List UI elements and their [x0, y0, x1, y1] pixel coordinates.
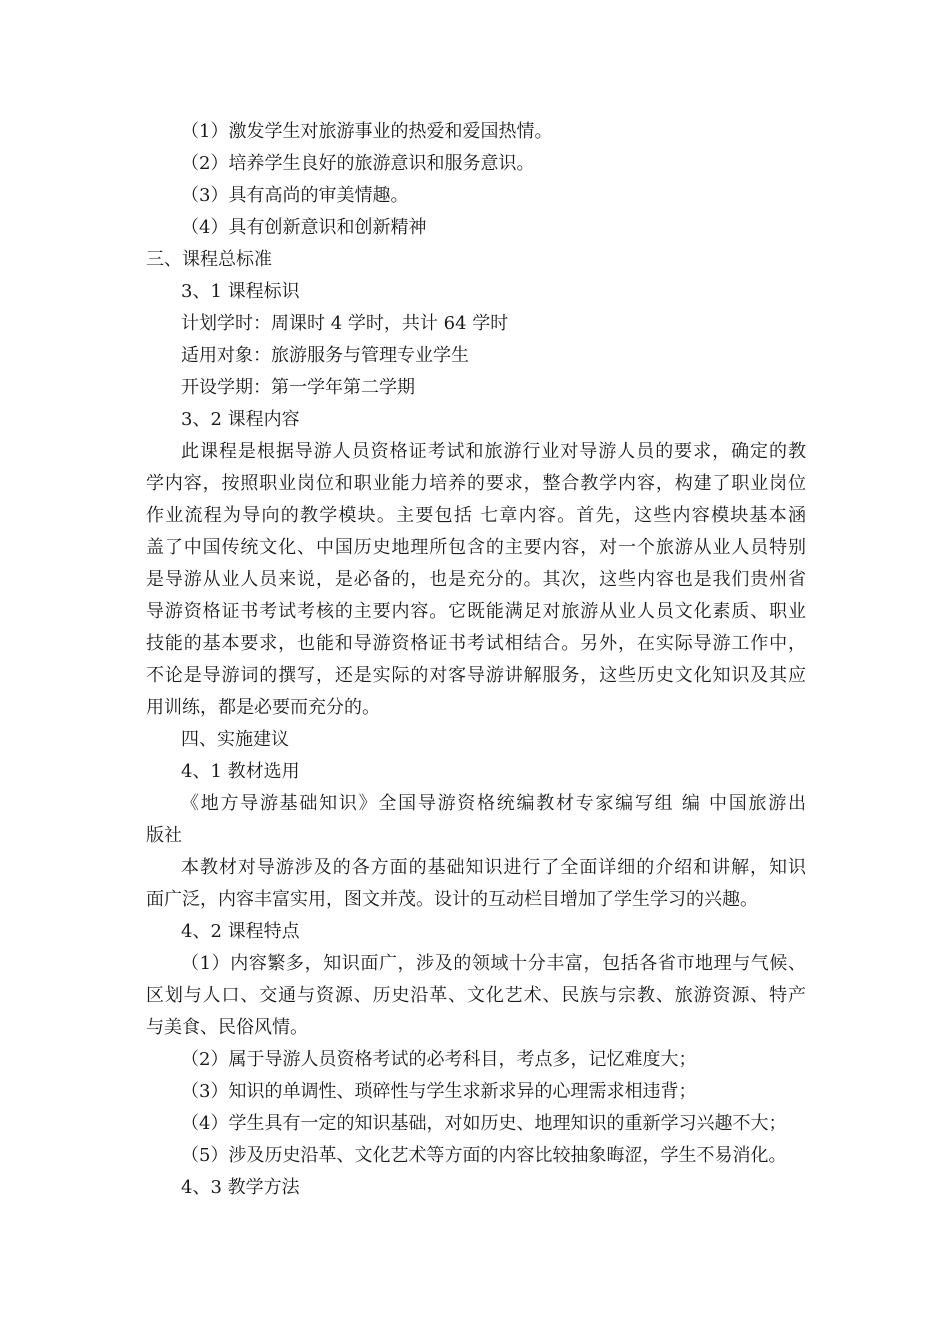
- textbook-citation-line: 《地方导游基础知识》全国导游资格统编教材专家编写组 编 中国旅游出: [181, 793, 806, 814]
- course-content-paragraph-line: 盖了中国传统文化、中国历史地理所包含的主要内容，对一个旅游从业人员特别: [146, 537, 806, 558]
- course-content-paragraph-line: 不论是导游词的撰写，还是实际的对客导游讲解服务，这些历史文化知识及其应: [146, 665, 806, 686]
- objective-item-1: （1）激发学生对旅游事业的热爱和爱国热情。: [181, 121, 553, 142]
- target-students-line: 适用对象：旅游服务与管理专业学生: [181, 345, 469, 366]
- feature-item-1-line: 区划与人口、交通与资源、历史沿革、文化艺术、民族与宗教、旅游资源、特产: [146, 985, 806, 1006]
- textbook-description-line: 本教材对导游涉及的各方面的基础知识进行了全面详细的介绍和讲解，知识: [181, 857, 806, 878]
- feature-item-2: （2）属于导游人员资格考试的必考科目，考点多，记忆难度大；: [181, 1049, 697, 1070]
- section-heading-4: 四、实施建议: [181, 729, 289, 750]
- subsection-heading-3-1: 3、1 课程标识: [181, 281, 300, 302]
- subsection-heading-4-3: 4、3 教学方法: [181, 1177, 300, 1198]
- feature-item-5: （5）涉及历史沿革、文化艺术等方面的内容比较抽象晦涩，学生不易消化。: [181, 1145, 787, 1166]
- feature-item-3: （3）知识的单调性、琐碎性与学生求新求异的心理需求相违背；: [181, 1081, 697, 1102]
- subsection-heading-4-1: 4、1 教材选用: [181, 761, 300, 782]
- semester-line: 开设学期：第一学年第二学期: [181, 377, 415, 398]
- course-content-paragraph-line: 技能的基本要求，也能和导游资格证书考试相结合。另外，在实际导游工作中，: [146, 633, 806, 654]
- subsection-heading-3-2: 3、2 课程内容: [181, 409, 300, 430]
- feature-item-4: （4）学生具有一定的知识基础，对如历史、地理知识的重新学习兴趣不大；: [181, 1113, 787, 1134]
- course-content-paragraph-line: 用训练，都是必要而充分的。: [146, 697, 380, 718]
- course-content-paragraph-line: 作业流程为导向的教学模块。主要包括 七章内容。首先，这些内容模块基本涵: [146, 505, 806, 526]
- textbook-description-line: 面广泛，内容丰富实用，图文并茂。设计的互动栏目增加了学生学习的兴趣。: [146, 889, 758, 910]
- feature-item-1-line: （1）内容繁多，知识面广，涉及的领域十分丰富，包括各省市地理与气候、: [181, 953, 806, 974]
- objective-item-4: （4）具有创新意识和创新精神: [181, 217, 427, 238]
- section-heading-3: 三、课程总标准: [146, 249, 272, 270]
- course-content-paragraph-line: 是导游从业人员来说，是必备的，也是充分的。其次，这些内容也是我们贵州省: [146, 569, 806, 590]
- objective-item-3: （3）具有高尚的审美情趣。: [181, 185, 409, 206]
- course-content-paragraph-line: 学内容，按照职业岗位和职业能力培养的要求，整合教学内容，构建了职业岗位: [146, 473, 806, 494]
- feature-item-1-line: 与美食、民俗风情。: [146, 1017, 308, 1038]
- course-hours-line: 计划学时：周课时 4 学时，共计 64 学时: [181, 313, 509, 334]
- course-content-paragraph-line: 此课程是根据导游人员资格证考试和旅游行业对导游人员的要求，确定的教: [181, 441, 806, 462]
- textbook-citation-line: 版社: [146, 825, 182, 846]
- course-content-paragraph-line: 导游资格证书考试考核的主要内容。它既能满足对旅游从业人员文化素质、职业: [146, 601, 806, 622]
- subsection-heading-4-2: 4、2 课程特点: [181, 921, 300, 942]
- objective-item-2: （2）培养学生良好的旅游意识和服务意识。: [181, 153, 535, 174]
